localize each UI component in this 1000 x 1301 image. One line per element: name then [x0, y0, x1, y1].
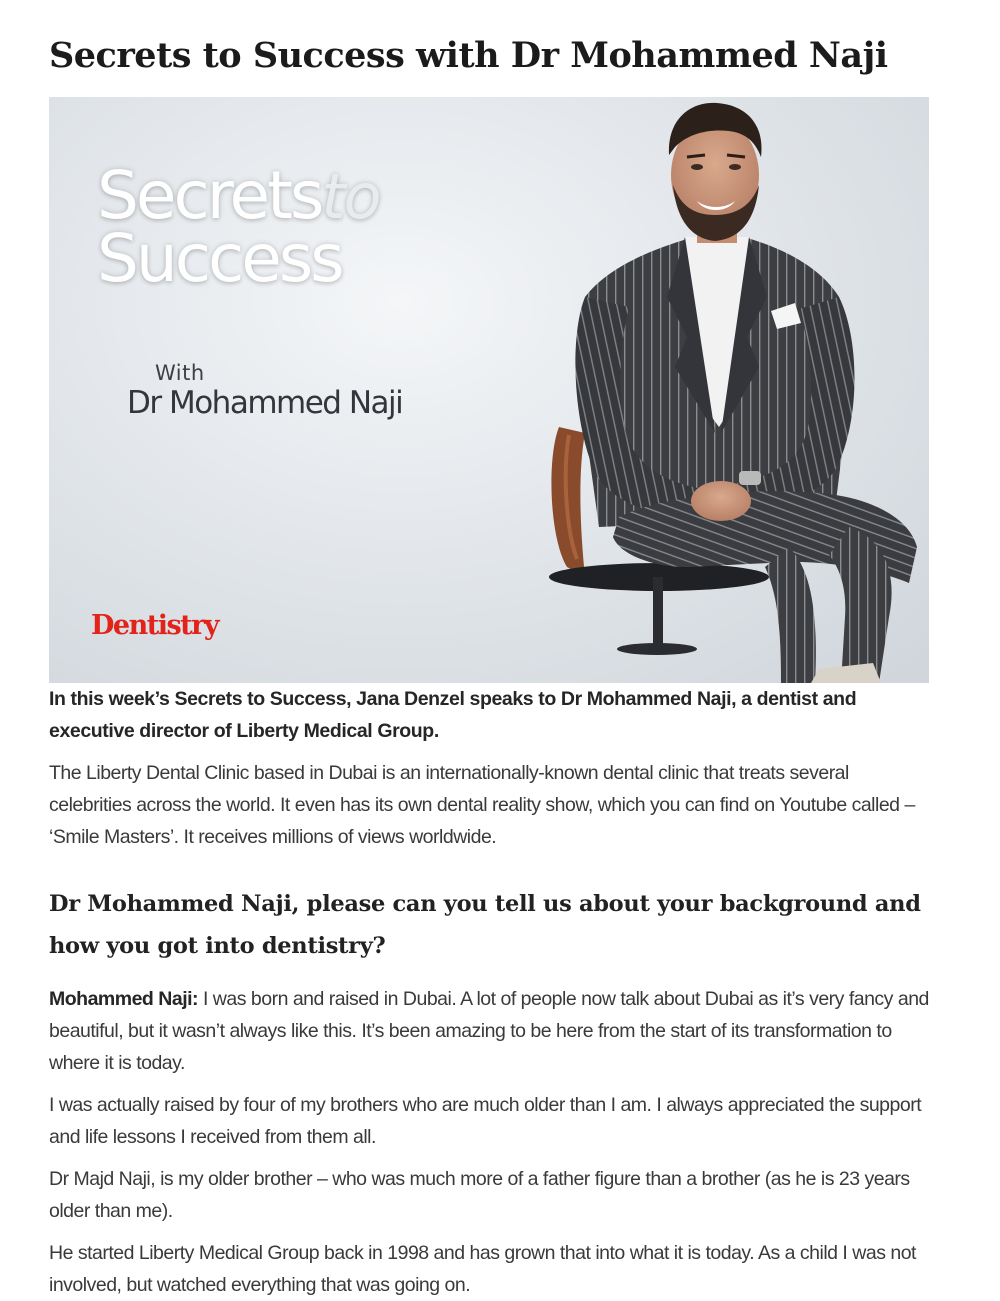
hero-name-label: Dr Mohammed Naji	[127, 385, 403, 421]
article-intro: The Liberty Dental Clinic based in Dubai is an internationally-known dental clinic that treats several celebrities across the world. It even has its own dental reality show, which you can find on Youtube called – ‘Smile Masters’. It receives millions of views worldwide.	[49, 762, 915, 848]
dentistry-logo: Dentistry	[91, 610, 219, 641]
interview-answer	[49, 983, 929, 1079]
article-paragraph: He started Liberty Medical Group back in 1998 and has grown that into what it is today. As a child I was not involved, but watched everything that was going on.	[49, 1242, 916, 1296]
hero-image	[49, 97, 929, 683]
article-title: Secrets to Success with Dr Mohammed Naji	[49, 35, 888, 76]
speaker-label: Mohammed Naji:	[49, 988, 199, 1010]
hero-title-success: Success	[97, 220, 342, 297]
article-paragraph: Dr Majd Naji, is my older brother – who was much more of a father figure than a brother (as he is 23 years older than me).	[49, 1168, 910, 1222]
hero-title-secrets: Secrets	[97, 157, 322, 234]
hero-title-to: to	[321, 160, 380, 233]
hero-title	[97, 157, 380, 297]
hero-with-label: With	[155, 361, 205, 385]
answer-text: I was born and raised in Dubai. A lot of people now talk about Dubai as it’s very fancy and beautiful, but it wasn’t always like this. It’s been amazing to be here from the start of its transformation to where it is today.	[49, 988, 929, 1074]
article	[49, 0, 929, 1301]
interview-question: Dr Mohammed Naji, please can you tell us about your background and how you got into dentistry?	[49, 891, 921, 959]
portrait-photo	[489, 97, 929, 683]
article-paragraph: I was actually raised by four of my brothers who are much older than I am. I always appreciated the support and life lessons I received from them all.	[49, 1094, 922, 1148]
article-lead: In this week’s Secrets to Success, Jana Denzel speaks to Dr Mohammed Naji, a dentist and executive director of Liberty Medical Group.	[49, 688, 857, 742]
